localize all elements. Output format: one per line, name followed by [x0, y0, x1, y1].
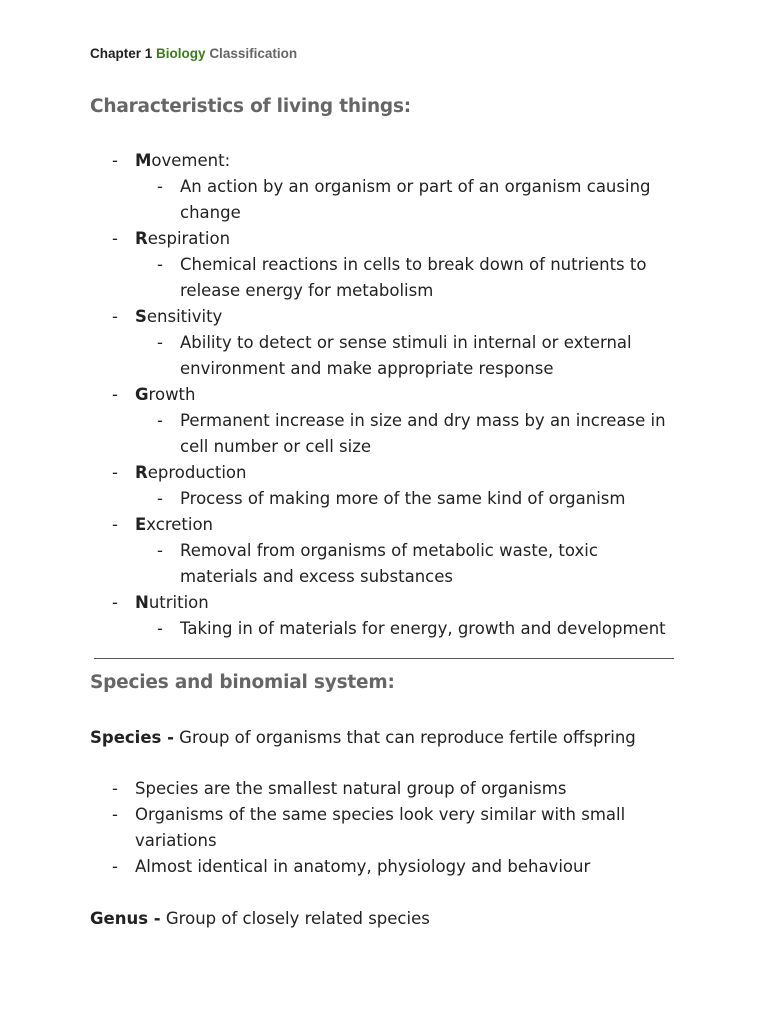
species-point-item: [90, 776, 635, 802]
characteristic-detail-item: [135, 538, 680, 590]
characteristic-item: [90, 148, 690, 226]
list-dash-marker: -: [112, 857, 118, 876]
list-dash-marker: -: [157, 411, 163, 430]
characteristic-detail-item: [135, 616, 680, 642]
species-point-item: [90, 802, 635, 854]
subject-label: Biology: [156, 46, 206, 61]
characteristic-detail-item: [135, 174, 680, 226]
list-dash-marker: -: [112, 463, 118, 482]
characteristic-name: eproduction: [147, 463, 247, 482]
list-dash-marker: -: [112, 307, 118, 326]
characteristic-initial: E: [135, 515, 147, 534]
characteristic-item: [90, 304, 690, 382]
characteristic-details: [135, 174, 690, 226]
list-dash-marker: -: [157, 255, 163, 274]
characteristic-name: espiration: [147, 229, 231, 248]
characteristic-name: ensitivity: [146, 307, 223, 326]
characteristic-name: utrition: [148, 593, 209, 612]
characteristic-item: [90, 512, 690, 590]
characteristic-detail-text: Taking in of materials for energy, growth and development: [180, 619, 666, 638]
characteristic-item: [90, 382, 690, 460]
list-dash-marker: -: [112, 229, 118, 248]
species-point-item: [90, 854, 635, 880]
species-point-text: Species are the smallest natural group of organisms: [135, 779, 567, 798]
list-dash-marker: -: [112, 385, 118, 404]
characteristic-detail-text: Chemical reactions in cells to break down of nutrients to release energy for metabolism: [180, 255, 647, 300]
characteristic-detail-text: Permanent increase in size and dry mass by an increase in cell number or cell size: [180, 411, 666, 456]
characteristic-details: [135, 486, 690, 512]
list-dash-marker: -: [112, 515, 118, 534]
list-dash-marker: -: [157, 541, 163, 560]
characteristic-initial: M: [135, 151, 152, 170]
characteristic-detail-item: [135, 408, 680, 460]
list-dash-marker: -: [157, 177, 163, 196]
characteristic-name: ovement:: [151, 151, 231, 170]
topic-label: Classification: [209, 46, 298, 61]
species-point-text: Organisms of the same species look very similar with small variations: [135, 805, 626, 850]
characteristic-detail-text: Ability to detect or sense stimuli in internal or external environment and make appropriate response: [180, 333, 632, 378]
list-dash-marker: -: [112, 805, 118, 824]
characteristic-details: [135, 330, 690, 382]
characteristic-initial: R: [135, 463, 148, 482]
characteristic-details: [135, 616, 690, 642]
genus-term: Genus -: [90, 909, 161, 928]
characteristic-name: xcretion: [146, 515, 214, 534]
species-definition: [90, 725, 636, 751]
characteristics-heading: Characteristics of living things:: [90, 96, 411, 117]
characteristic-details: [135, 408, 690, 460]
genus-definition-text: Group of closely related species: [160, 909, 430, 928]
characteristic-item: [90, 226, 690, 304]
page-header: [90, 45, 297, 63]
characteristic-detail-text: Process of making more of the same kind of organism: [180, 489, 626, 508]
list-dash-marker: -: [112, 593, 118, 612]
list-dash-marker: -: [157, 619, 163, 638]
characteristic-initial: S: [135, 307, 147, 326]
characteristic-detail-item: [135, 330, 680, 382]
characteristic-detail-text: An action by an organism or part of an organism causing change: [180, 177, 651, 222]
genus-definition: [90, 906, 430, 932]
list-dash-marker: -: [112, 151, 118, 170]
characteristic-item: [90, 590, 690, 642]
species-heading: Species and binomial system:: [90, 672, 395, 693]
characteristic-initial: R: [135, 229, 148, 248]
characteristic-name: rowth: [148, 385, 196, 404]
list-dash-marker: -: [157, 489, 163, 508]
characteristic-details: [135, 538, 690, 590]
species-points-list: [90, 776, 650, 880]
characteristic-detail-text: Removal from organisms of metabolic waste, toxic materials and excess substances: [180, 541, 598, 586]
characteristic-initial: N: [135, 593, 149, 612]
section-divider: [94, 658, 674, 659]
characteristic-detail-item: [135, 252, 680, 304]
characteristic-details: [135, 252, 690, 304]
characteristic-item: [90, 460, 690, 512]
species-definition-text: Group of organisms that can reproduce fertile offspring: [173, 728, 636, 747]
list-dash-marker: -: [112, 779, 118, 798]
list-dash-marker: -: [157, 333, 163, 352]
characteristic-detail-item: [135, 486, 680, 512]
chapter-label: Chapter 1: [90, 46, 153, 61]
characteristic-initial: G: [135, 385, 149, 404]
species-term: Species -: [90, 728, 174, 747]
species-point-text: Almost identical in anatomy, physiology and behaviour: [135, 857, 591, 876]
characteristics-list: [90, 148, 690, 642]
